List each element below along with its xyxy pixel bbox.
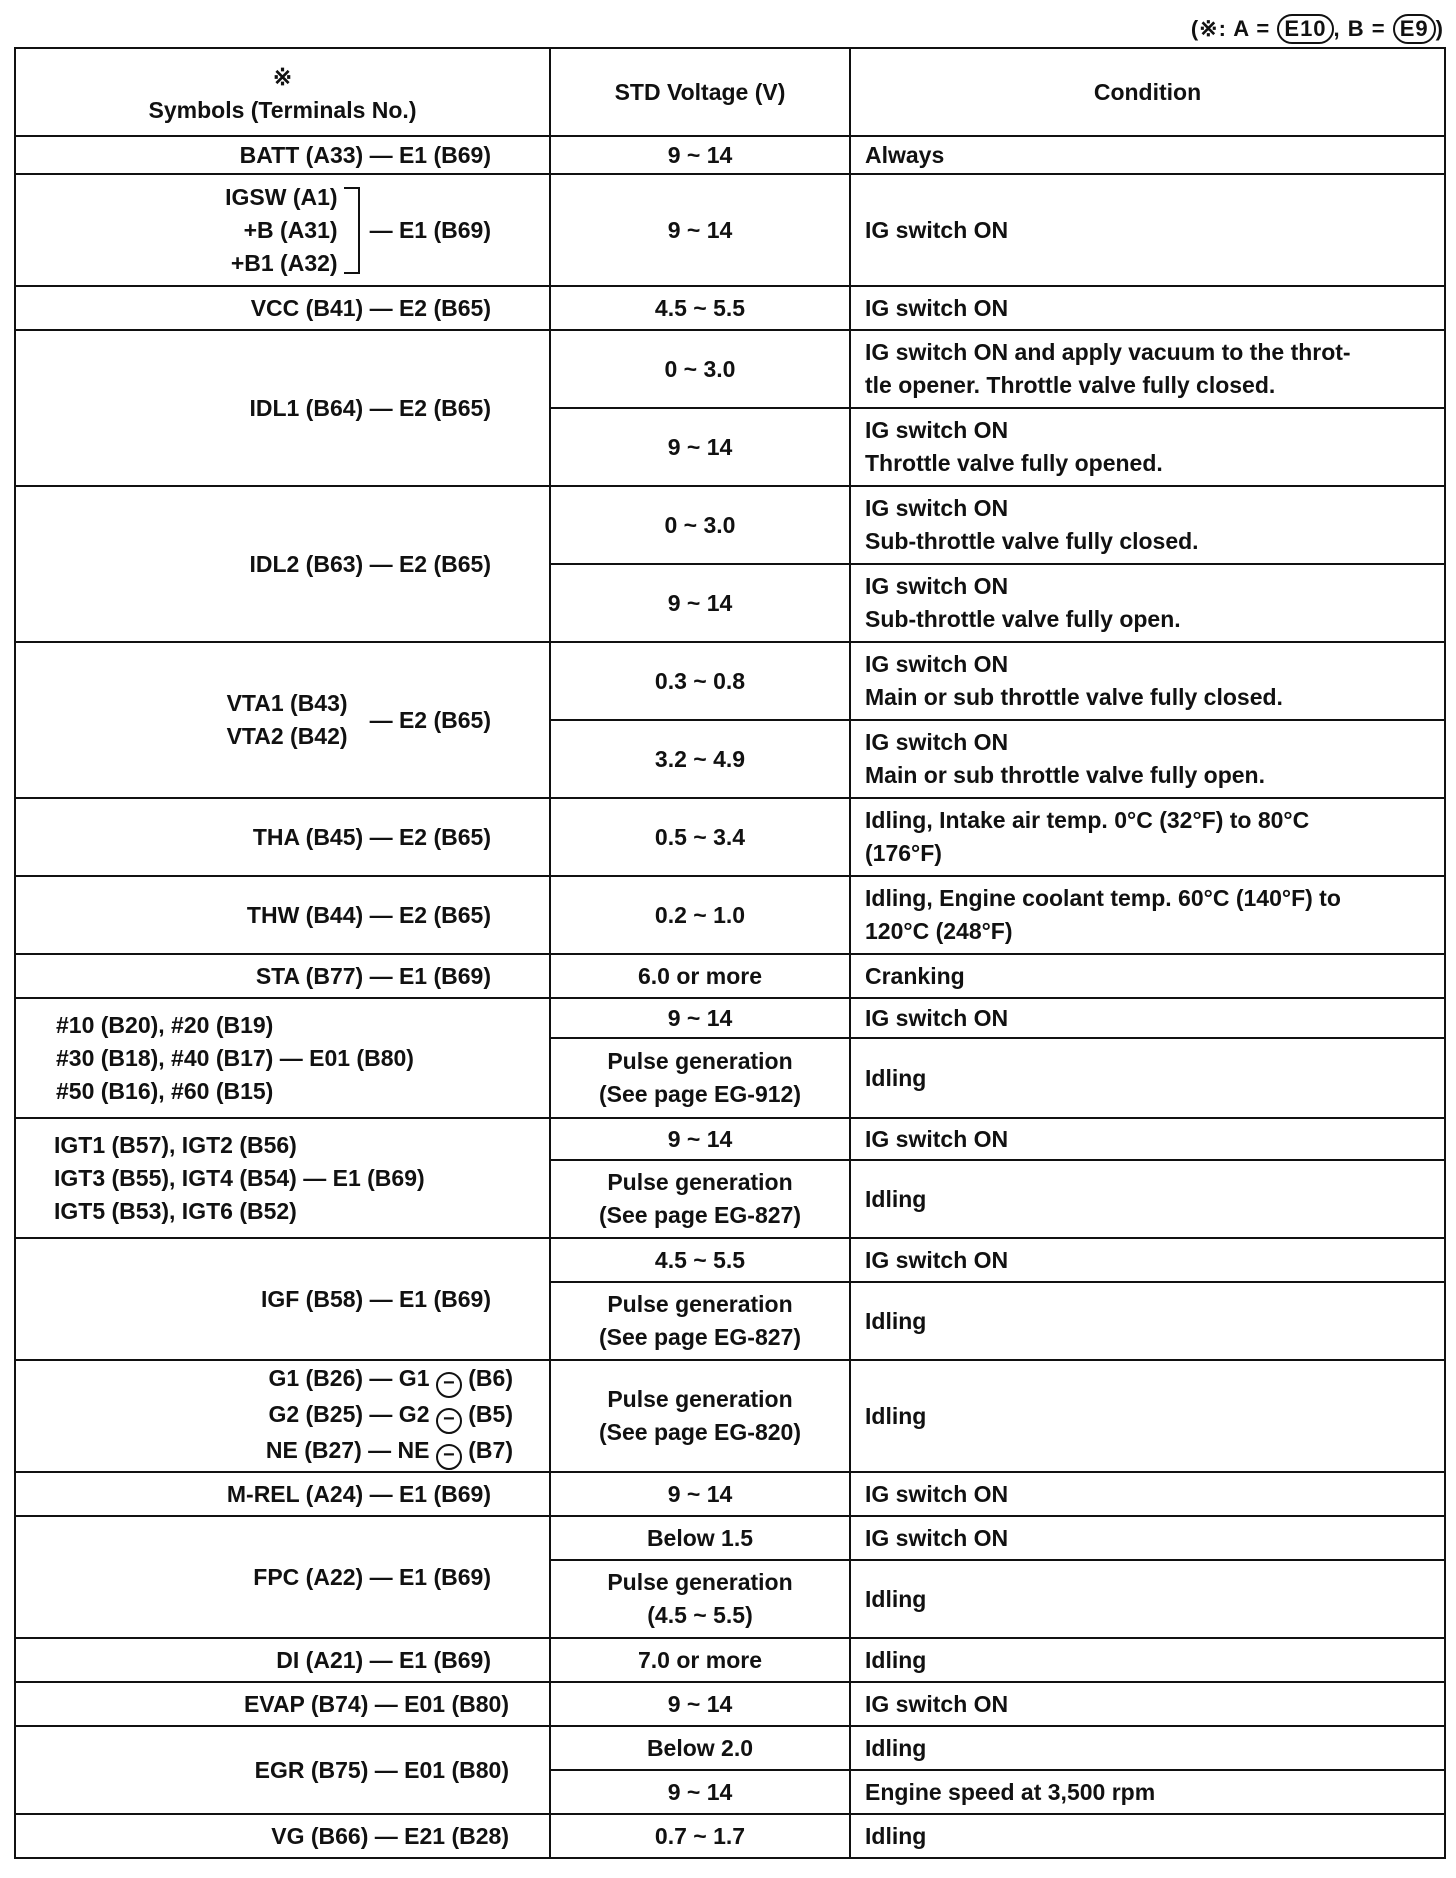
symbol-line: +B (A31) xyxy=(243,216,338,243)
condition-line: Sub-throttle valve fully open. xyxy=(865,606,1181,632)
symbol-text: (B6) xyxy=(468,1365,513,1391)
condition-cell xyxy=(850,330,1445,408)
voltage-cell xyxy=(550,1038,850,1118)
table-row xyxy=(15,1516,1445,1560)
table-row xyxy=(15,1726,1445,1770)
condition-cell xyxy=(850,798,1445,876)
condition-line: 120°C (248°F) xyxy=(865,918,1013,944)
symbol-line: IGSW (A1) xyxy=(225,183,338,210)
header-symbols xyxy=(15,48,550,136)
symbol-line: IGT3 (B55), IGT4 (B54) — E1 (B69) xyxy=(54,1164,425,1191)
condition-cell: IG switch ON xyxy=(850,1682,1445,1726)
condition-line: IG switch ON xyxy=(865,417,1009,443)
symbol-cell xyxy=(15,642,550,798)
bracket xyxy=(344,187,360,274)
symbol-line: #10 (B20), #20 (B19) xyxy=(56,1011,274,1038)
voltage-cell: 0.2 ~ 1.0 xyxy=(550,876,850,954)
condition-line: Throttle valve fully opened. xyxy=(865,450,1163,476)
symbol-text: G1 (B26) — G1 xyxy=(268,1365,430,1391)
condition-cell: Cranking xyxy=(850,954,1445,998)
voltage-cell: 9 ~ 14 xyxy=(550,1118,850,1160)
voltage-cell: 9 ~ 14 xyxy=(550,998,850,1038)
symbol-target: — E1 (B69) xyxy=(369,216,491,243)
condition-cell: IG switch ON xyxy=(850,1472,1445,1516)
condition-line: IG switch ON xyxy=(865,495,1009,521)
condition-cell: IG switch ON xyxy=(850,286,1445,330)
symbol-cell: IGF (B58) — E1 (B69) xyxy=(15,1238,550,1360)
symbol-cell: STA (B77) — E1 (B69) xyxy=(15,954,550,998)
voltage-cell xyxy=(550,1560,850,1638)
condition-line: Idling, Engine coolant temp. 60°C (140°F) to xyxy=(865,885,1341,911)
table-row xyxy=(15,1638,1445,1682)
condition-cell xyxy=(850,486,1445,564)
voltage-cell: 9 ~ 14 xyxy=(550,408,850,486)
symbol-line xyxy=(30,1362,513,1398)
table-row xyxy=(15,1118,1445,1160)
symbol-cell: M-REL (A24) — E1 (B69) xyxy=(15,1472,550,1516)
header-row xyxy=(15,48,1445,136)
table-row xyxy=(15,998,1445,1038)
voltage-line: Pulse generation xyxy=(607,1386,793,1412)
voltage-table xyxy=(14,47,1446,1859)
symbol-line xyxy=(30,1398,513,1434)
symbol-text: G2 (B25) — G2 xyxy=(268,1401,430,1427)
voltage-cell xyxy=(550,1160,850,1238)
symbol-cell: FPC (A22) — E1 (B69) xyxy=(15,1516,550,1638)
condition-line: IG switch ON xyxy=(865,573,1009,599)
table-row xyxy=(15,330,1445,408)
condition-line: IG switch ON xyxy=(865,729,1009,755)
table-row xyxy=(15,1682,1445,1726)
voltage-cell: 0.3 ~ 0.8 xyxy=(550,642,850,720)
legend-suffix: ) xyxy=(1435,16,1444,41)
voltage-cell: 0 ~ 3.0 xyxy=(550,486,850,564)
header-voltage: STD Voltage (V) xyxy=(550,48,850,136)
symbol-line: VTA1 (B43) xyxy=(226,690,348,716)
table-row xyxy=(15,642,1445,720)
symbol-text: NE (B27) — NE xyxy=(265,1437,430,1463)
voltage-cell: 7.0 or more xyxy=(550,1638,850,1682)
header-symbols-label: Symbols (Terminals No.) xyxy=(148,97,417,123)
voltage-cell: 9 ~ 14 xyxy=(550,174,850,286)
symbol-line: IGT1 (B57), IGT2 (B56) xyxy=(54,1131,297,1158)
table-row xyxy=(15,174,1445,286)
voltage-line: Pulse generation xyxy=(607,1169,793,1195)
condition-cell xyxy=(850,564,1445,642)
voltage-cell: 3.2 ~ 4.9 xyxy=(550,720,850,798)
condition-line: Idling, Intake air temp. 0°C (32°F) to 80°C xyxy=(865,807,1310,833)
symbol-line xyxy=(30,1434,513,1470)
negative-symbol-icon: − xyxy=(436,1372,462,1398)
symbol-target: — E2 (B65) xyxy=(369,706,491,733)
symbol-cell: THW (B44) — E2 (B65) xyxy=(15,876,550,954)
condition-cell: Idling xyxy=(850,1160,1445,1238)
voltage-line: (See page EG-820) xyxy=(599,1419,801,1445)
voltage-cell: 0.7 ~ 1.7 xyxy=(550,1814,850,1858)
table-row xyxy=(15,876,1445,954)
condition-cell: IG switch ON xyxy=(850,1516,1445,1560)
condition-cell: IG switch ON xyxy=(850,1238,1445,1282)
condition-line: Main or sub throttle valve fully open. xyxy=(865,762,1265,788)
condition-cell: Idling xyxy=(850,1726,1445,1770)
voltage-cell: 9 ~ 14 xyxy=(550,1472,850,1516)
table-row xyxy=(15,1360,1445,1472)
symbol-line: VTA2 (B42) xyxy=(226,723,348,749)
table-row xyxy=(15,136,1445,174)
voltage-cell: 0 ~ 3.0 xyxy=(550,330,850,408)
voltage-cell: 0.5 ~ 3.4 xyxy=(550,798,850,876)
condition-cell: IG switch ON xyxy=(850,998,1445,1038)
voltage-line: (See page EG-912) xyxy=(599,1081,801,1107)
symbol-text: (B5) xyxy=(468,1401,513,1427)
voltage-cell: Below 2.0 xyxy=(550,1726,850,1770)
symbol-cell: BATT (A33) — E1 (B69) xyxy=(15,136,550,174)
voltage-line: (See page EG-827) xyxy=(599,1202,801,1228)
voltage-line: Pulse generation xyxy=(607,1291,793,1317)
table-row xyxy=(15,486,1445,564)
voltage-cell xyxy=(550,1282,850,1360)
header-mark: ※ xyxy=(272,64,293,90)
symbol-cell: IDL2 (B63) — E2 (B65) xyxy=(15,486,550,642)
condition-line: tle opener. Throttle valve fully closed. xyxy=(865,372,1276,398)
table-row xyxy=(15,1238,1445,1282)
condition-cell: Always xyxy=(850,136,1445,174)
voltage-line: (4.5 ~ 5.5) xyxy=(647,1602,753,1628)
voltage-cell: 4.5 ~ 5.5 xyxy=(550,286,850,330)
condition-cell: Idling xyxy=(850,1638,1445,1682)
table-row xyxy=(15,954,1445,998)
header-condition: Condition xyxy=(850,48,1445,136)
table-row xyxy=(15,1472,1445,1516)
condition-cell xyxy=(850,642,1445,720)
symbol-text: (B7) xyxy=(468,1437,513,1463)
symbol-cell xyxy=(15,1118,550,1238)
voltage-cell: 9 ~ 14 xyxy=(550,564,850,642)
voltage-cell: 6.0 or more xyxy=(550,954,850,998)
voltage-cell: 9 ~ 14 xyxy=(550,136,850,174)
table-row xyxy=(15,286,1445,330)
condition-cell: Idling xyxy=(850,1360,1445,1472)
negative-symbol-icon: − xyxy=(436,1444,462,1470)
symbol-cell: EGR (B75) — E01 (B80) xyxy=(15,1726,550,1814)
voltage-cell: 4.5 ~ 5.5 xyxy=(550,1238,850,1282)
voltage-line: (See page EG-827) xyxy=(599,1324,801,1350)
condition-line: Main or sub throttle valve fully closed. xyxy=(865,684,1283,710)
symbol-cell: IDL1 (B64) — E2 (B65) xyxy=(15,330,550,486)
voltage-cell: 9 ~ 14 xyxy=(550,1682,850,1726)
legend-connector-b: E9 xyxy=(1393,14,1436,44)
condition-cell: Idling xyxy=(850,1038,1445,1118)
legend-mid: , B = xyxy=(1333,16,1386,41)
condition-line: Sub-throttle valve fully closed. xyxy=(865,528,1199,554)
symbol-line: IGT5 (B53), IGT6 (B52) xyxy=(54,1197,297,1224)
condition-cell: IG switch ON xyxy=(850,174,1445,286)
legend-connector-a: E10 xyxy=(1277,14,1333,44)
symbol-cell: EVAP (B74) — E01 (B80) xyxy=(15,1682,550,1726)
condition-line: (176°F) xyxy=(865,840,942,866)
voltage-line: Pulse generation xyxy=(607,1569,793,1595)
terminal-legend xyxy=(1191,14,1444,44)
symbol-cell: VG (B66) — E21 (B28) xyxy=(15,1814,550,1858)
condition-cell xyxy=(850,876,1445,954)
table-row xyxy=(15,1814,1445,1858)
symbol-cell xyxy=(15,174,550,286)
table-row xyxy=(15,798,1445,876)
voltage-line: Pulse generation xyxy=(607,1048,793,1074)
condition-cell: Idling xyxy=(850,1814,1445,1858)
legend-prefix: (※: A = xyxy=(1190,16,1271,41)
condition-line: IG switch ON xyxy=(865,651,1009,677)
condition-cell xyxy=(850,720,1445,798)
symbol-cell: THA (B45) — E2 (B65) xyxy=(15,798,550,876)
negative-symbol-icon: − xyxy=(436,1408,462,1434)
voltage-cell: 9 ~ 14 xyxy=(550,1770,850,1814)
voltage-cell xyxy=(550,1360,850,1472)
condition-line: IG switch ON and apply vacuum to the throt- xyxy=(865,339,1351,365)
symbol-line: +B1 (A32) xyxy=(230,249,338,276)
symbol-line: #30 (B18), #40 (B17) — E01 (B80) xyxy=(56,1044,414,1071)
condition-cell: Engine speed at 3,500 rpm xyxy=(850,1770,1445,1814)
symbol-cell xyxy=(15,1360,550,1472)
voltage-cell: Below 1.5 xyxy=(550,1516,850,1560)
condition-cell: IG switch ON xyxy=(850,1118,1445,1160)
symbol-cell: VCC (B41) — E2 (B65) xyxy=(15,286,550,330)
condition-cell: Idling xyxy=(850,1282,1445,1360)
symbol-cell xyxy=(15,998,550,1118)
symbol-cell: DI (A21) — E1 (B69) xyxy=(15,1638,550,1682)
condition-cell xyxy=(850,408,1445,486)
symbol-line: #50 (B16), #60 (B15) xyxy=(56,1077,274,1104)
condition-cell: Idling xyxy=(850,1560,1445,1638)
